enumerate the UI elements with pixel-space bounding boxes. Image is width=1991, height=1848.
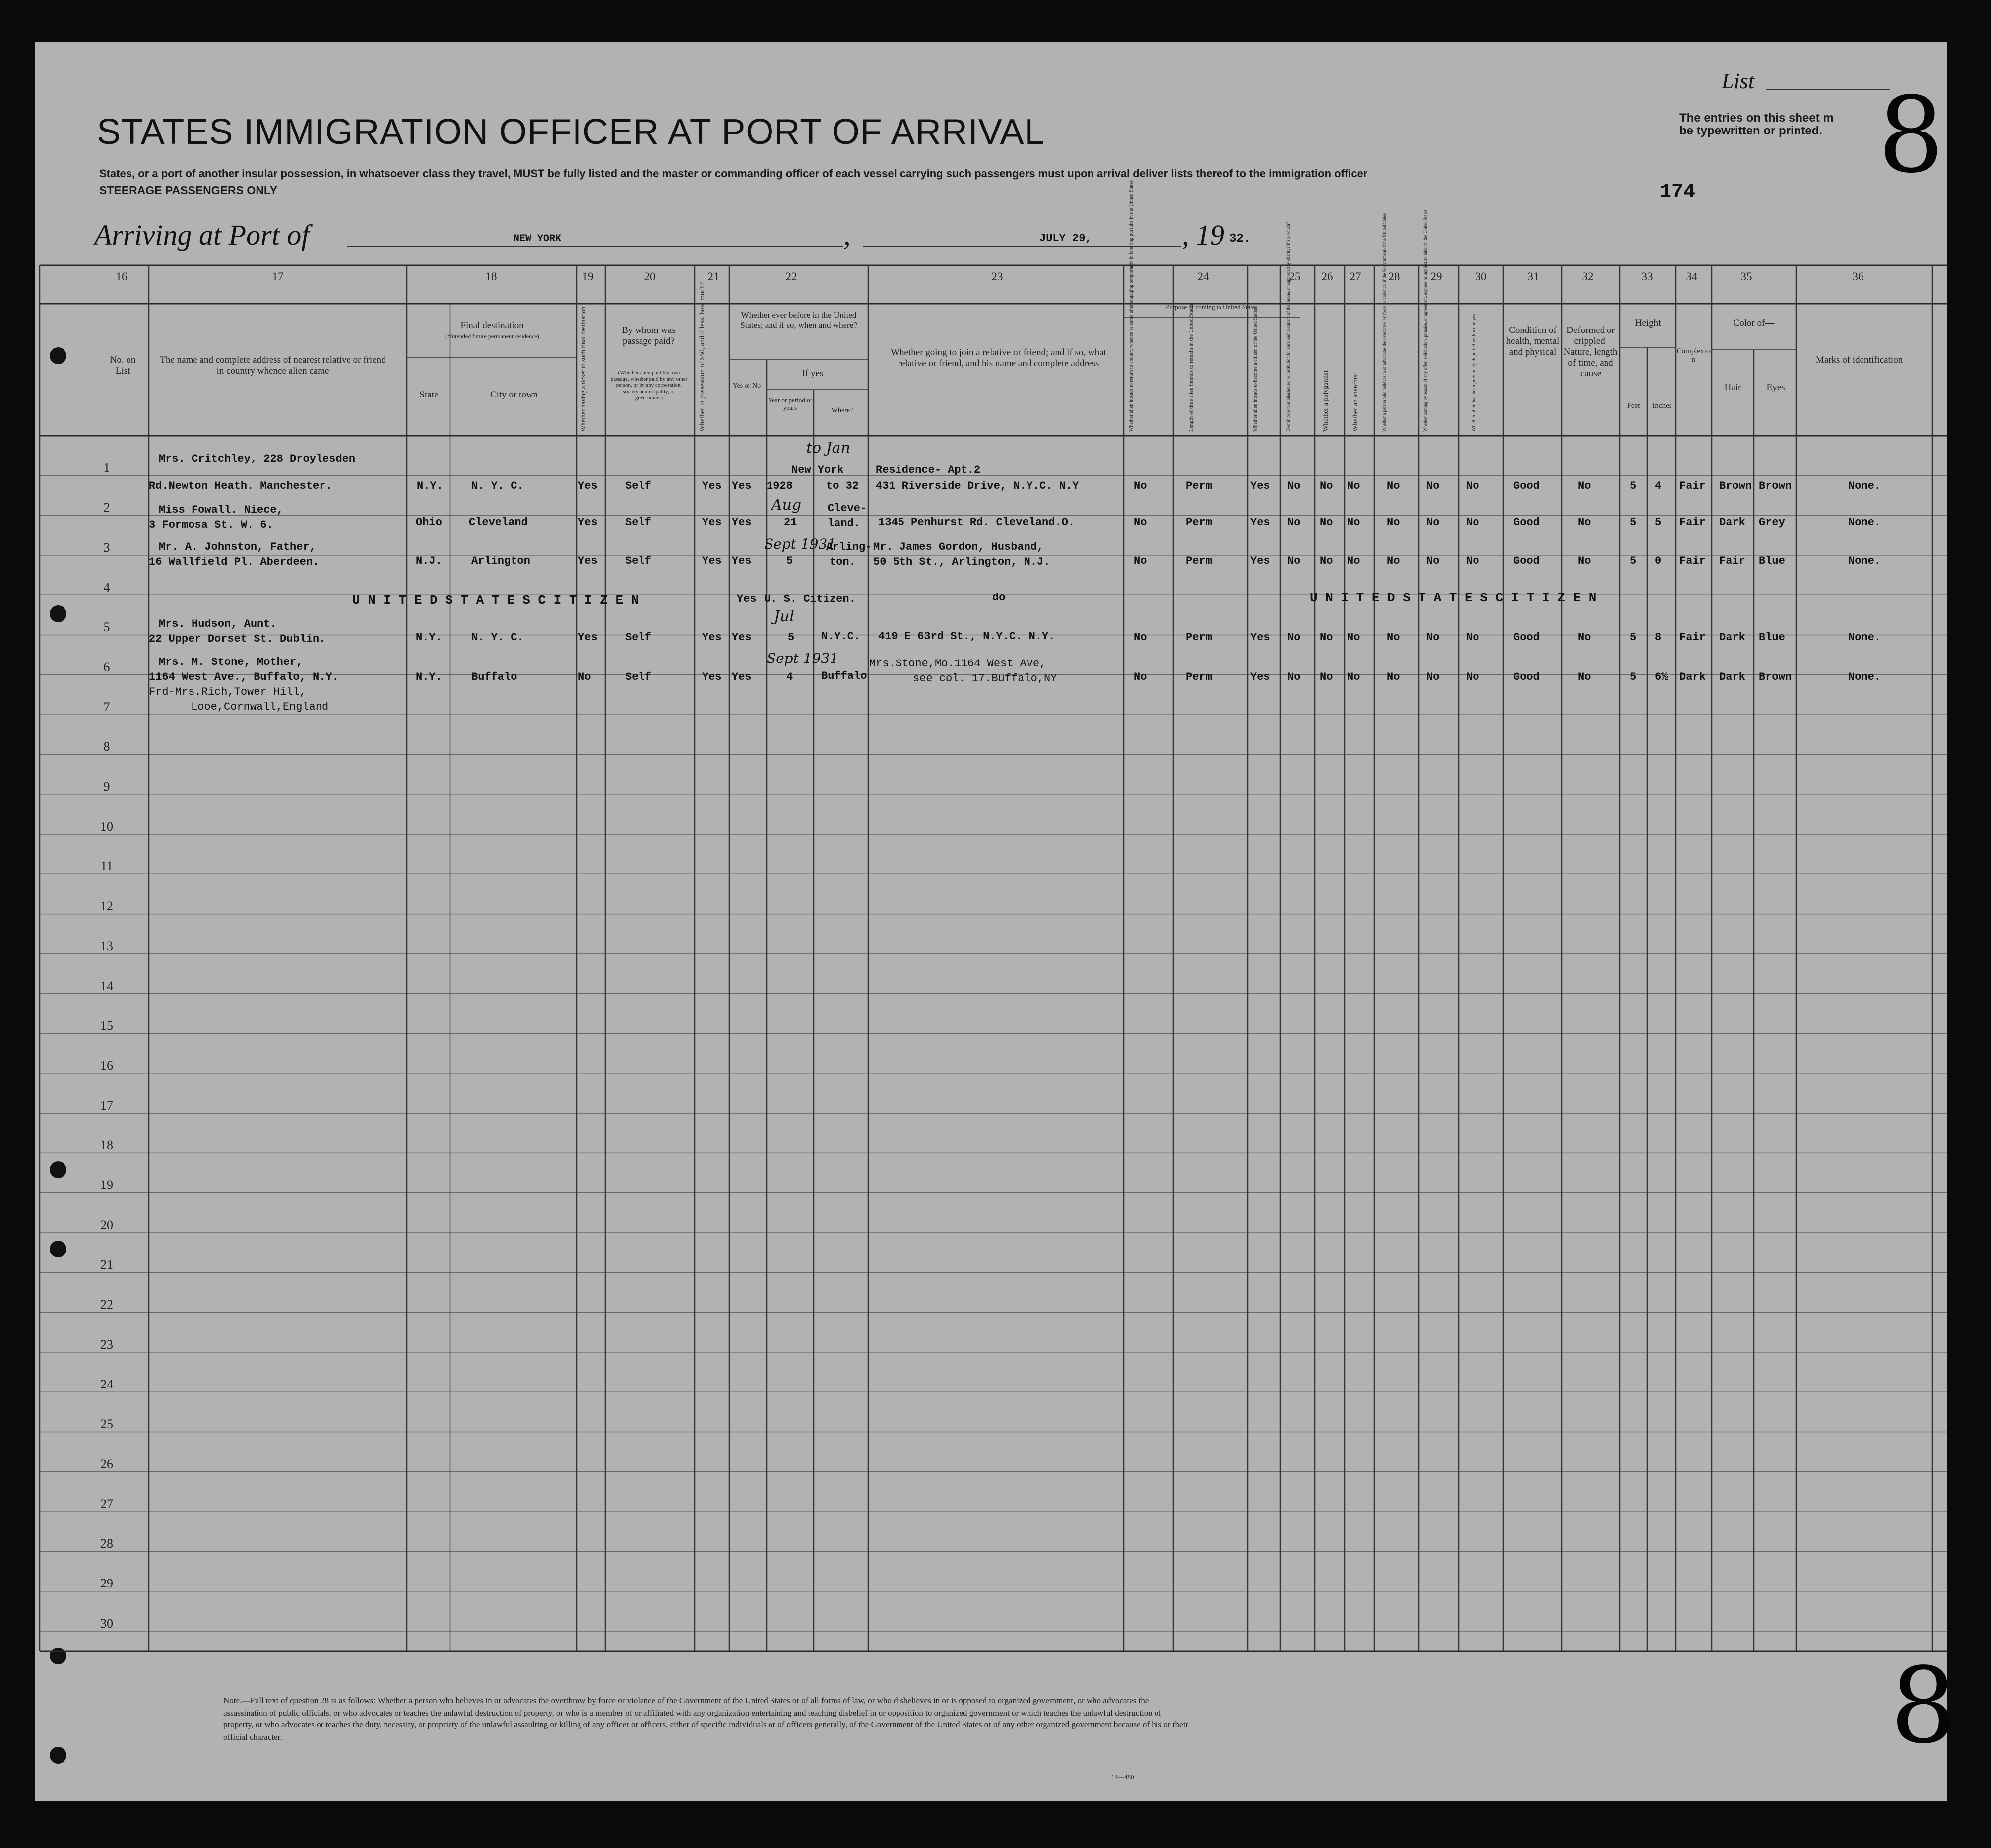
col-num-25: 25 (1289, 270, 1301, 283)
ticket-value: Yes (578, 516, 598, 528)
value-c30: No (1466, 671, 1479, 683)
page-title: STATES IMMIGRATION OFFICER AT PORT OF ARRIVAL (97, 112, 1045, 152)
value-marks: None. (1848, 631, 1881, 644)
where-value-line1: N.Y.C. (821, 630, 861, 643)
destination-city: Arlington (471, 555, 530, 567)
value-complexion: Fair (1679, 480, 1706, 492)
where-value-line1: New York (791, 464, 844, 476)
footer-note: Note.—Full text of question 28 is as follows: Whether a person who believes in or advocates the overthrow by force or violence of the Government of the United States or of all forms of law, or who disbelieves in or is opposed to organized government, or who advocates the assassination of public officials, or who advocates or teaches the unlawful destruction of property, or who is a member of or affiliated with any organization entertaining and teaching disbelief in or opposition to organized government or which teaches the unlawful destruction of property, or who advocates or teaches the duty, necessity, or propriety of the unlawful assaulting or killing of any officer or officers, either of specific individuals or of officers generally, of the Government of the United States or of any other organized government because of his or their official character. (223, 1696, 1188, 1742)
join-relative-line1: Mrs.Stone,Mo.1164 West Ave, (869, 658, 1046, 670)
year-prefix: 19 (1196, 219, 1224, 251)
value-c25: No (1287, 516, 1301, 528)
date-value: JULY 29, (1039, 232, 1092, 245)
row-number: 30 (100, 1616, 113, 1631)
value-hair: Brown (1719, 480, 1752, 492)
destination-city: Cleveland (469, 516, 528, 528)
destination-state: N.Y. (416, 671, 442, 683)
col-num-26: 26 (1321, 270, 1333, 283)
fifty-value: Yes (702, 480, 722, 492)
value-feet: 5 (1630, 555, 1637, 567)
value-complexion: Fair (1679, 631, 1706, 644)
handwritten-note: to Jan (806, 439, 850, 457)
col-num-31: 31 (1527, 270, 1539, 283)
header-join-relative: Whether going to join a relative or friend; and if so, what relative or friend, and his name and complete address (891, 347, 1106, 369)
value-c24b: Perm (1186, 480, 1212, 492)
header-final-destination: Final destination (460, 320, 524, 330)
value-c30: No (1466, 631, 1479, 644)
value-c25: No (1287, 555, 1301, 567)
row-number: 26 (100, 1456, 113, 1471)
list-number: 8 (1878, 74, 1944, 196)
relative-address-line4: Looe,Cornwall,England (191, 701, 329, 713)
relative-address-line2: Rd.Newton Heath. Manchester. (149, 480, 332, 492)
value-c24b: Perm (1186, 516, 1212, 528)
row-number: 11 (100, 859, 113, 873)
value-c24b: Perm (1186, 671, 1212, 683)
destination-state: N.J. (416, 555, 442, 567)
header-purpose-length: Length of time alien intends to remain in the United States (1188, 304, 1194, 432)
arriving-label: Arriving at Port of (94, 219, 310, 251)
handwritten-note: Sept 1931 (767, 650, 839, 666)
destination-state: N.Y. (416, 631, 442, 644)
value-c28: No (1387, 480, 1400, 492)
header-deported: Whether alien had been previously deported within one year (1471, 312, 1477, 432)
row-number: 21 (100, 1257, 113, 1272)
value-inches: 6½ (1655, 671, 1668, 683)
page-subtitle: States, or a port of another insular possession, in whatsoever class they travel, MUST be fully listed and the master or commanding officer of each vessel carrying such passengers must upon arrival deliver lists thereof to the immigration officer (99, 167, 1368, 180)
port-value: NEW YORK (514, 233, 562, 245)
col-num-32: 32 (1582, 270, 1594, 283)
value-c27: No (1347, 555, 1360, 567)
header-overthrow: Whether a person who believes in or advocates the overthrow by force or violence of the Government of the United States (1382, 213, 1387, 432)
header-anarchist: Whether an anarchist (1352, 373, 1359, 432)
typewritten-note-2: be typewritten or printed. (1679, 124, 1823, 137)
comma: , (843, 219, 851, 251)
row-number: 9 (103, 779, 110, 794)
value-c28: No (1387, 516, 1400, 528)
value-deformed: No (1578, 671, 1591, 683)
value-inches: 0 (1655, 555, 1662, 567)
relative-address-line2: 1164 West Ave., Buffalo, N.Y. (149, 671, 339, 683)
fifty-value: Yes (702, 631, 722, 644)
row-number: 12 (100, 899, 113, 914)
relative-address-line2: 22 Upper Dorset St. Dublin. (149, 633, 326, 645)
row-number: 15 (100, 1018, 113, 1033)
value-inches: 5 (1655, 516, 1662, 528)
year-value: 32. (1229, 232, 1251, 246)
value-deformed: No (1578, 631, 1591, 644)
row-number: 14 (100, 978, 113, 993)
value-feet: 5 (1630, 631, 1637, 644)
row-number: 1 (103, 461, 110, 475)
list-label: List (1722, 69, 1755, 93)
value-c30: No (1466, 516, 1479, 528)
value-c24a: No (1134, 631, 1147, 644)
row-number: 5 (103, 620, 110, 635)
destination-city: N. Y. C. (471, 631, 524, 644)
period-value: 5 (786, 555, 793, 567)
handwritten-note: Sept 1931 (764, 536, 836, 552)
header-final-destination-note: (*Intended future permanent residence) (445, 333, 539, 340)
col-num-36: 36 (1852, 270, 1864, 283)
value-c24a: No (1134, 555, 1147, 567)
header-complexion: Complexion (1676, 347, 1710, 364)
fifty-value: Yes (702, 671, 722, 683)
ever-before-value: Yes (732, 480, 752, 492)
header-no-on-list: No. on List (110, 355, 136, 376)
value-c29: No (1426, 516, 1440, 528)
destination-city: N. Y. C. (471, 480, 524, 492)
relative-address-line1: Mrs. Hudson, Aunt. (159, 618, 277, 630)
value-c26: No (1320, 631, 1333, 644)
where-value-line2: ton. (830, 556, 856, 568)
value-hair: Fair (1719, 555, 1745, 567)
value-c27: No (1347, 516, 1360, 528)
value-c25: No (1287, 671, 1301, 683)
value-hair: Dark (1719, 516, 1745, 528)
value-c24a: No (1134, 516, 1147, 528)
ever-before-value: Yes (732, 555, 752, 567)
value-inches: 4 (1655, 480, 1662, 492)
relative-address-line3: Frd-Mrs.Rich,Tower Hill, (149, 686, 306, 698)
ticket-value: No (578, 671, 591, 683)
join-relative-line1: Residence- Apt.2 (876, 464, 981, 476)
value-c24c: Yes (1250, 631, 1270, 644)
header-health: Condition of health, mental and physical (1506, 325, 1560, 357)
row-number: 10 (100, 819, 113, 834)
ticket-value: Yes (578, 480, 598, 492)
value-health: Good (1513, 671, 1540, 683)
value-feet: 5 (1630, 480, 1637, 492)
passage-paid-value: Self (625, 555, 651, 567)
value-complexion: Fair (1679, 516, 1706, 528)
value-eyes: Blue (1759, 631, 1785, 644)
header-marks: Marks of identification (1815, 355, 1903, 365)
header-height: Height (1635, 318, 1661, 328)
row-number: 18 (100, 1138, 113, 1153)
row-number: 8 (103, 739, 110, 754)
header-hair: Hair (1724, 382, 1741, 393)
header-passage-note: (Whether alien paid his own passage, whether paid by any other person, or by any corporation, society, municipality, or government) (610, 370, 688, 401)
row-number: 13 (100, 938, 113, 953)
period-value: 4 (786, 671, 793, 683)
handwritten-note: Aug (771, 496, 802, 514)
destination-city: Buffalo (471, 671, 517, 683)
row-number: 17 (100, 1098, 113, 1113)
header-eyes: Eyes (1766, 382, 1785, 393)
value-c30: No (1466, 480, 1479, 492)
col-num-27: 27 (1349, 270, 1361, 283)
col-num-17: 17 (272, 270, 284, 283)
header-purpose-citizen: Whether alien intends to become a citizen of the United States (1253, 308, 1258, 432)
join-relative-line1: 1345 Penhurst Rd. Cleveland.O. (878, 516, 1075, 528)
passage-paid-value: Self (625, 671, 651, 683)
value-c29: No (1426, 631, 1440, 644)
relative-address-line1: Mrs. M. Stone, Mother, (159, 656, 303, 668)
list-number-bottom: 8 (1890, 1645, 1957, 1767)
value-eyes: Blue (1759, 555, 1785, 567)
row-number: 19 (100, 1178, 113, 1192)
period-value: 1928 (767, 480, 793, 492)
citizen-banner-left: U N I T E D S T A T E S C I T I Z E N (352, 593, 639, 608)
value-c29: No (1426, 671, 1440, 683)
value-c26: No (1320, 671, 1333, 683)
value-health: Good (1513, 555, 1540, 567)
relative-address-line2: 3 Formosa St. W. 6. (149, 519, 273, 531)
destination-state: Ohio (416, 516, 442, 528)
value-marks: None. (1848, 555, 1881, 567)
citizen-banner-right: U N I T E D S T A T E S C I T I Z E N (1310, 591, 1597, 605)
col-num-35: 35 (1740, 270, 1752, 283)
join-relative-line2: 50 5th St., Arlington, N.J. (873, 556, 1050, 568)
value-marks: None. (1848, 516, 1881, 528)
header-period: Year or period of years (768, 396, 812, 411)
header-purpose-return: Whether alien intends to return to country whence he came after engaging temporarily in laboring pursuits in the United States (1129, 180, 1134, 432)
value-c26: No (1320, 516, 1333, 528)
relative-address-line1: Mr. A. Johnston, Father, (159, 541, 316, 553)
header-ever-before: Whether ever before in the United States; and if so, when and where? (740, 310, 857, 330)
value-health: Good (1513, 480, 1540, 492)
value-feet: 5 (1630, 671, 1637, 683)
destination-state: N.Y. (417, 480, 443, 492)
header-yes-no: Yes or No (732, 382, 761, 390)
relative-address-line1: Mrs. Critchley, 228 Droylesden (159, 453, 356, 465)
col-num-28: 28 (1388, 270, 1400, 283)
value-feet: 5 (1630, 516, 1637, 528)
where-value-line2: land. (828, 517, 861, 529)
typewritten-note: The entries on this sheet m (1679, 111, 1834, 125)
period-value: 5 (788, 631, 795, 644)
fifty-value: Yes (702, 516, 722, 528)
value-c29: No (1426, 480, 1440, 492)
value-marks: None. (1848, 671, 1881, 683)
join-relative-do: do (992, 592, 1006, 604)
value-c27: No (1347, 631, 1360, 644)
value-c29: No (1426, 555, 1440, 567)
header-where: Where? (831, 407, 853, 414)
passage-paid-value: Self (625, 631, 651, 644)
header-deformed: Deformed or crippled. Nature, length of time, and cause (1563, 325, 1618, 379)
value-c24b: Perm (1186, 555, 1212, 567)
value-c24a: No (1134, 480, 1147, 492)
header-polygamist: Whether a polygamist (1322, 370, 1330, 432)
col-num-30: 30 (1475, 270, 1487, 283)
value-c28: No (1387, 555, 1400, 567)
row-number: 3 (103, 540, 110, 555)
col-num-22: 22 (785, 270, 797, 283)
comma-2: , (1182, 219, 1189, 251)
value-c24c: Yes (1250, 480, 1270, 492)
value-eyes: Brown (1759, 480, 1792, 492)
header-offer: Whether coming by reason of any offer, solicitation, promise, or agreement, express or implied, to labor in the United States (1423, 209, 1428, 432)
page-number: 174 (1660, 181, 1696, 203)
value-c28: No (1387, 631, 1400, 644)
col-num-21: 21 (707, 270, 719, 283)
header-city: City or town (490, 390, 538, 400)
value-c24b: Perm (1186, 631, 1212, 644)
relative-address-line2: 16 Wallfield Pl. Aberdeen. (149, 556, 320, 568)
ticket-value: Yes (578, 555, 598, 567)
ticket-value: Yes (578, 631, 598, 644)
col-num-19: 19 (582, 270, 594, 283)
where-value-line1: Arling- (826, 541, 872, 553)
join-relative-line2: 431 Riverside Drive, N.Y.C. N.Y (876, 480, 1079, 492)
value-health: Good (1513, 516, 1540, 528)
value-complexion: Dark (1679, 671, 1706, 683)
ever-before-value: Yes (732, 671, 752, 683)
value-health: Good (1513, 631, 1540, 644)
value-deformed: No (1578, 555, 1591, 567)
value-c27: No (1347, 671, 1360, 683)
header-color-of: Color of— (1733, 318, 1775, 328)
join-relative-line2: see col. 17.Buffalo,NY (913, 672, 1057, 685)
col-num-33: 33 (1641, 270, 1653, 283)
row-number: 27 (100, 1496, 113, 1511)
where-value-line1: Buffalo (821, 670, 867, 682)
col-num-16: 16 (116, 270, 128, 283)
header-if-yes: If yes— (802, 368, 833, 379)
value-eyes: Brown (1759, 671, 1792, 683)
row-number: 29 (100, 1576, 113, 1591)
value-c24c: Yes (1250, 516, 1270, 528)
value-c25: No (1287, 631, 1301, 644)
row-number: 20 (100, 1217, 113, 1232)
period-value: 21 (784, 516, 797, 528)
row-number: 4 (103, 580, 110, 594)
passage-paid-value: Self (625, 516, 651, 528)
fifty-value: Yes (702, 555, 722, 567)
header-ticket: Whether having a ticket to such final destination (579, 306, 587, 432)
value-deformed: No (1578, 516, 1591, 528)
value-c25: No (1287, 480, 1301, 492)
header-fifty-dollars: Whether in possession of $50, and if less, how much? (699, 282, 706, 432)
value-c26: No (1320, 480, 1333, 492)
row-number: 7 (103, 699, 110, 714)
fifty-value: Yes (737, 593, 757, 605)
citizen-value: U. S. Citizen. (764, 593, 856, 605)
value-c28: No (1387, 671, 1400, 683)
value-marks: None. (1848, 480, 1881, 492)
value-deformed: No (1578, 480, 1591, 492)
value-hair: Dark (1719, 671, 1745, 683)
row-number: 25 (100, 1417, 113, 1432)
header-inches: Inches (1652, 402, 1672, 410)
value-inches: 8 (1655, 631, 1662, 644)
col-num-29: 29 (1430, 270, 1442, 283)
value-c24c: Yes (1250, 671, 1270, 683)
where-value-line1: Cleve- (828, 502, 867, 515)
value-c27: No (1347, 480, 1360, 492)
col-num-24: 24 (1197, 270, 1209, 283)
value-c26: No (1320, 555, 1333, 567)
ever-before-value: Yes (732, 516, 752, 528)
col-num-34: 34 (1686, 270, 1698, 283)
ever-before-value: Yes (732, 631, 752, 644)
header-state: State (419, 390, 439, 400)
row-number: 22 (100, 1297, 113, 1312)
value-c24a: No (1134, 671, 1147, 683)
row-number: 2 (103, 500, 110, 515)
col-num-23: 23 (991, 270, 1003, 283)
handwritten-note: Jul (774, 608, 794, 625)
value-c24c: Yes (1250, 555, 1270, 567)
header-relative-address: The name and complete address of nearest relative or friend in country whence alien came (160, 355, 386, 376)
where-value-line2: to 32 (826, 480, 859, 492)
row-number: 6 (103, 660, 110, 674)
col-num-20: 20 (644, 270, 656, 283)
header-feet: Feet (1627, 402, 1640, 410)
row-number: 24 (100, 1377, 113, 1391)
form-code: 14—480 (1111, 1773, 1134, 1781)
join-relative-line1: Mr. James Gordon, Husband, (873, 541, 1044, 553)
value-c30: No (1466, 555, 1479, 567)
row-number: 16 (100, 1058, 113, 1073)
value-hair: Dark (1719, 631, 1745, 644)
relative-address-line1: Miss Fowall. Niece, (159, 504, 283, 516)
header-purpose: Purpose of coming to United States (1166, 303, 1258, 311)
header-prison: Ever in prison or almshouse, or institution for care and treatment of the insane, or supported by charity? If so, which? (1286, 222, 1291, 432)
col-num-18: 18 (485, 270, 497, 283)
value-eyes: Grey (1759, 516, 1785, 528)
value-complexion: Fair (1679, 555, 1706, 567)
passage-paid-value: Self (625, 480, 651, 492)
header-passage-paid: By whom was passage paid? (622, 325, 676, 346)
row-number: 23 (100, 1337, 113, 1352)
row-number: 28 (100, 1536, 113, 1551)
class-line: STEERAGE PASSENGERS ONLY (99, 184, 278, 197)
join-relative-line1: 419 E 63rd St., N.Y.C. N.Y. (878, 630, 1055, 643)
